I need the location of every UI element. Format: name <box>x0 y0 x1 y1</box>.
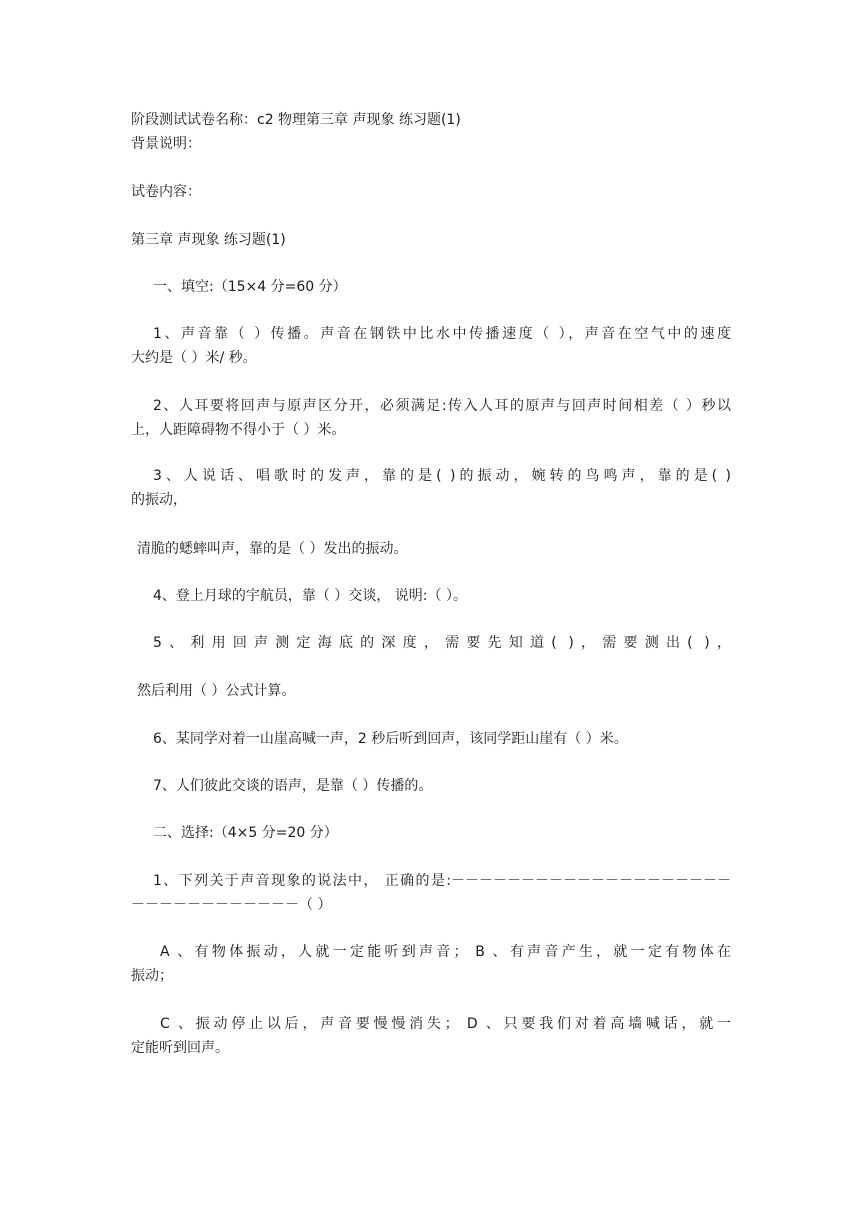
content-label: 试卷内容： <box>131 184 201 200</box>
exam-title: 阶段测试试卷名称：c2 物理第三章 声现象 练习题(1) <box>131 112 461 128</box>
q2-line2: 上，人距障碍物不得小于（ ）米。 <box>131 422 346 438</box>
q1-line2: 大约是（ ）米/ 秒。 <box>131 350 257 366</box>
option-c-d: C 、振动停止以后，声音要慢慢消失； D 、只要我们对着高墙喊话，就一 <box>160 1016 731 1032</box>
q6-line: 6、某同学对着一山崖高喊一声，2 秒后听到回声，该同学距山崖有（ ）米。 <box>153 731 628 747</box>
option-c-d-cont: 定能听到回声。 <box>131 1040 229 1056</box>
q3-line2: 的振动， <box>131 492 187 508</box>
q1-line1: 1、声音靠（ ）传播。声音在钢铁中比水中传播速度（ ），声音在空气中的速度 <box>153 326 731 342</box>
q7-line: 7、人们彼此交谈的语声，是靠（ ）传播的。 <box>153 778 433 794</box>
option-a-b-cont: 振动； <box>131 968 173 984</box>
q3-line3: 清脆的蟋蟀叫声，靠的是（ ）发出的振动。 <box>137 541 408 557</box>
q5-line1: 5、利用回声测定海底的深度，需要先知道( )，需要测出( )， <box>153 635 731 651</box>
chapter-title: 第三章 声现象 练习题(1) <box>131 232 286 248</box>
q5-line2: 然后利用（ ）公式计算。 <box>137 683 296 699</box>
mc-q1-line1: 1、下列关于声音现象的说法中， 正确的是:－－－－－－－－－－－－－－－－－－－－ <box>153 873 731 889</box>
section2-heading: 二、选择:（4×5 分=20 分） <box>153 825 338 841</box>
mc-q1-line2: －－－－－－－－－－－－（ ） <box>131 897 332 913</box>
q2-line1: 2、人耳要将回声与原声区分开，必须满足:传入人耳的原声与回声时间相差（ ）秒以 <box>153 398 731 414</box>
q4-line: 4、登上月球的宇航员，靠（ ）交谈， 说明:（ ）。 <box>153 588 467 604</box>
background-label: 背景说明： <box>131 136 201 152</box>
option-a-b: A 、有物体振动，人就一定能听到声音； B 、有声音产生，就一定有物体在 <box>160 944 731 960</box>
q3-line1: 3、人说话、唱歌时的发声，靠的是( )的振动，婉转的鸟鸣声，靠的是( ) <box>153 468 731 484</box>
section1-heading: 一、填空:（15×4 分=60 分） <box>153 279 347 295</box>
